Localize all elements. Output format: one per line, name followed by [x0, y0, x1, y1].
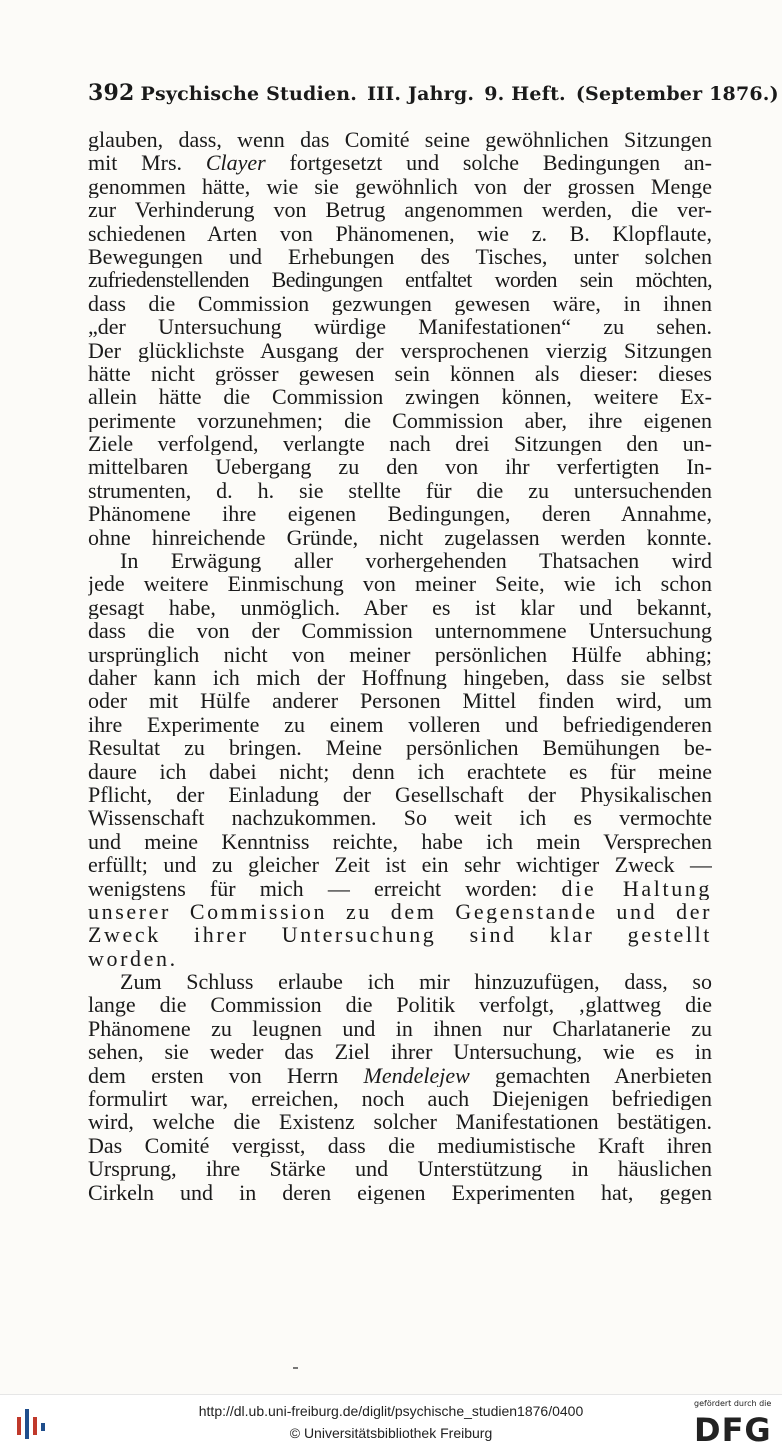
volume: III. Jahrg.: [367, 83, 475, 105]
text-line: wenigstens für mich — erreicht worden: die Haltung: [88, 876, 712, 900]
text-line: sehen, sie weder das Ziel ihrer Untersuchung, wie es in: [88, 1040, 712, 1064]
text-line: Resultat zu bringen. Meine persönlichen Bemühungen be-: [88, 736, 712, 760]
text-line: dass die Commission gezwungen gewesen wäre, in ihnen: [88, 291, 712, 316]
text-line: allein hätte die Commission zwingen können, weitere Ex-: [88, 385, 712, 409]
text-line: genommen hätte, wie sie gewöhnlich von der grossen Menge: [88, 174, 712, 199]
paragraph-start-line: Zum Schluss erlaube ich mir hinzuzufügen, dass, so: [120, 970, 712, 994]
emphasis-spaced-line: worden.: [88, 946, 178, 971]
text-line: formulirt war, erreichen, noch auch Diejenigen befriedigen: [88, 1087, 712, 1111]
viewer-footer: [0, 1394, 782, 1451]
text-line: hätte nicht grösser gewesen sein können als dieser: dieses: [88, 361, 712, 386]
emphasis-spaced: die Haltung: [561, 876, 712, 900]
emphasis-spaced-line: Zweck ihrer Untersuchung sind klar gestellt: [88, 923, 712, 947]
emphasis-spaced-line: unserer Commission zu dem Gegenstande und der: [88, 899, 712, 924]
text-line: schiedenen Arten von Phänomenen, wie z. B. Klopflaute,: [88, 221, 712, 245]
text-line: zur Verhinderung von Betrug angenommen werden, die ver-: [88, 198, 712, 222]
text-line: strumenten, d. h. sie stellte für die zu untersuchenden: [88, 478, 712, 503]
text-line: ohne hinreichende Gründe, nicht zugelassen werden konnte.: [88, 525, 712, 550]
text-line: daure ich dabei nicht; denn ich erachtete es für meine: [88, 759, 712, 783]
text-line: „der Untersuchung würdige Manifestationen“ zu sehen.: [88, 315, 712, 339]
text-line: wird, welche die Existenz solcher Manifestationen bestätigen.: [88, 1110, 712, 1134]
text-line: Ursprung, ihre Stärke und Unterstützung in häuslichen: [88, 1157, 712, 1181]
running-head: [88, 80, 779, 106]
text-line: dem ersten von Herrn Mendelejew gemachten Anerbieten: [88, 1063, 712, 1088]
journal-title: Psychische Studien.: [140, 83, 358, 105]
svg-text:DFG: DFG: [694, 1411, 772, 1447]
dfg-caption: gefördert durch die: [694, 1399, 772, 1408]
text-line: mittelbaren Uebergang zu den von ihr verfertigten In-: [88, 455, 712, 479]
text-line: Cirkeln und in deren eigenen Experimenten hat, gegen: [88, 1180, 712, 1204]
text-line: Wissenschaft nachzukommen. So weit ich es vermochte: [88, 806, 712, 830]
text-line: Pflicht, der Einladung der Gesellschaft der Physikalischen: [88, 782, 712, 807]
text-line: Das Comité vergisst, dass die mediumistische Kraft ihren: [88, 1133, 712, 1158]
text-line: dass die von der Commission unternommene Untersuchung: [88, 619, 712, 643]
text-line: daher kann ich mich der Hoffnung hingeben, dass sie selbst: [88, 665, 712, 690]
text-line: perimente vorzunehmen; die Commission aber, ihre eigenen: [88, 408, 712, 433]
text-line: und meine Kenntniss reichte, habe ich mein Versprechen: [88, 829, 712, 854]
text-line: zufriedenstellenden Bedingungen entfaltet worden sein möchten,: [88, 268, 712, 292]
article-body: [88, 128, 712, 1204]
name-mendelejew: Mendelejew: [363, 1063, 470, 1088]
text-line: Bewegungen und Erhebungen des Tisches, unter solchen: [88, 244, 712, 269]
issue-date: (September 1876.): [575, 83, 779, 105]
document-url-link[interactable]: http://dl.ub.uni-freiburg.de/diglit/psychische_studien1876/0400: [198, 1403, 584, 1419]
text-line: jede weitere Einmischung von meiner Seite, wie ich schon: [88, 572, 712, 596]
page-number: 392: [88, 80, 135, 106]
text-line: Ziele verfolgend, verlangte nach drei Sitzungen den un-: [88, 432, 712, 456]
text-line: Phänomene ihre eigenen Bedingungen, deren Annahme,: [88, 502, 712, 526]
paragraph-start-line: In Erwägung aller vorhergehenden Thatsachen wird: [120, 549, 712, 573]
text-line: gesagt habe, unmöglich. Aber es ist klar und bekannt,: [88, 595, 712, 620]
name-clayer: Clayer: [205, 151, 266, 175]
text-line: glauben, dass, wenn das Comité seine gewöhnlichen Sitzungen: [88, 128, 712, 152]
copyright-notice: © Universitätsbibliothek Freiburg: [289, 1425, 493, 1441]
text-line: ursprünglich nicht von meiner persönlichen Hülfe abhing;: [88, 642, 712, 666]
text-line: ihre Experimente zu einem volleren und befriedigenderen: [88, 712, 712, 737]
dfg-logo: [692, 1411, 774, 1447]
issue: 9. Heft.: [484, 83, 566, 105]
text-line: Phänomene zu leugnen und in ihnen nur Charlatanerie zu: [88, 1016, 712, 1041]
text-line: erfüllt; und zu gleicher Zeit ist ein sehr wichtiger Zweck —: [88, 853, 712, 877]
text-line: lange die Commission die Politik verfolgt, ‚glattweg die: [88, 993, 712, 1017]
text-line: Der glücklichste Ausgang der versprochenen vierzig Sitzungen: [88, 338, 712, 362]
print-speck: [293, 1367, 298, 1369]
dfg-funding-badge: [690, 1397, 776, 1449]
text-line: mit Mrs. Clayer fortgesetzt und solche Bedingungen an-: [88, 151, 712, 175]
text-line: oder mit Hülfe anderer Personen Mittel finden wird, um: [88, 689, 712, 713]
